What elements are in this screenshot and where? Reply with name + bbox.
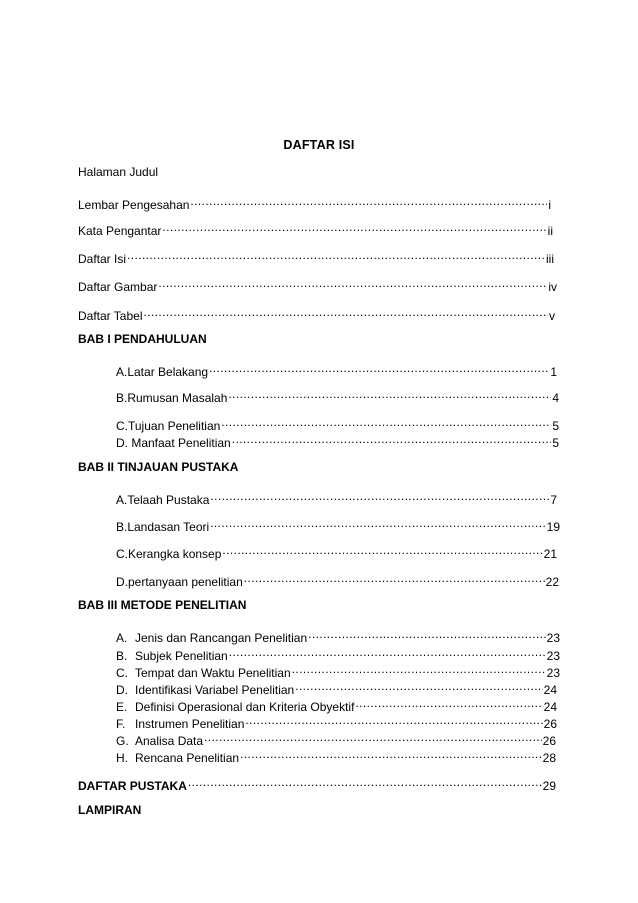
toc-entry-halaman-judul: [78, 164, 158, 180]
toc-entry-page: 28: [542, 751, 556, 765]
chapter-heading-bab-2: BAB II TINJAUAN PUSTAKA: [78, 460, 239, 474]
toc-entry-page: 23: [546, 666, 560, 680]
dot-leader: [188, 774, 542, 790]
toc-entry-label: D.pertanyaan penelitian: [116, 575, 243, 589]
chapter-heading-lampiran: LAMPIRAN: [78, 803, 142, 817]
toc-entry-tempat-waktu: [116, 661, 560, 680]
toc-entry-manfaat-penelitian: [116, 431, 559, 450]
dot-leader: [209, 360, 549, 376]
dot-leader: [292, 661, 546, 677]
dot-leader: [210, 488, 549, 504]
toc-entry-kata-pengantar: [78, 219, 553, 238]
toc-entry-label: E. Definisi Operasional dan Kriteria Obyektif: [116, 700, 355, 714]
toc-entry-page: 1: [550, 365, 557, 379]
toc-entry-page: 5: [552, 419, 559, 433]
toc-entry-page: 29: [542, 779, 556, 793]
toc-entry-label: C.Kerangka konsep: [116, 547, 222, 561]
dot-leader: [232, 431, 552, 447]
dot-leader: [244, 570, 545, 586]
toc-entry-page: 23: [546, 649, 560, 663]
toc-entry-page: 7: [550, 493, 557, 507]
toc-entry-page: i: [548, 198, 551, 212]
toc-entry-page: 4: [552, 391, 559, 405]
toc-entry-page: iii: [546, 252, 554, 266]
dot-leader: [204, 729, 542, 745]
toc-entry-subjek-penelitian: [116, 644, 560, 663]
toc-entry-telaah-pustaka: [116, 488, 557, 507]
dot-leader: [355, 695, 542, 711]
toc-entry-page: 23: [546, 631, 560, 645]
toc-entry-daftar-tabel: [78, 304, 555, 323]
dot-leader: [295, 678, 542, 694]
toc-entry-label: Daftar Tabel: [78, 309, 143, 323]
dot-leader: [222, 542, 542, 558]
dot-leader: [221, 414, 551, 430]
toc-entry-label: A. Jenis dan Rancangan Penelitian: [116, 631, 308, 645]
dot-leader: [127, 247, 545, 263]
toc-entry-label: DAFTAR PUSTAKA: [78, 779, 187, 793]
dot-leader: [229, 644, 546, 660]
toc-entry-label: H. Rencana Penelitian: [116, 751, 240, 765]
toc-entry-landasan-teori: [116, 515, 560, 534]
dot-leader: [162, 219, 546, 235]
dot-leader: [240, 746, 542, 762]
toc-entry-jenis-rancangan: [116, 626, 560, 645]
toc-entry-daftar-isi: [78, 247, 554, 266]
dot-leader: [308, 626, 546, 642]
toc-entry-label: Kata Pengantar: [78, 224, 162, 238]
dot-leader: [228, 386, 551, 402]
toc-entry-identifikasi-variabel: [116, 678, 557, 697]
toc-entry-page: 22: [545, 575, 559, 589]
toc-entry-kerangka-konsep: [116, 542, 557, 561]
toc-entry-label: F. Instrumen Penelitian: [116, 717, 245, 731]
toc-entry-page: 26: [543, 717, 557, 731]
toc-entry-label: C. Tempat dan Waktu Penelitian: [116, 666, 291, 680]
toc-entry-page: ii: [547, 224, 553, 238]
toc-entry-label: Daftar Isi: [78, 252, 127, 266]
toc-entry-rumusan-masalah: [116, 386, 559, 405]
toc-entry-rencana-penelitian: [116, 746, 556, 765]
toc-entry-label: Daftar Gambar: [78, 280, 158, 294]
toc-entry-daftar-gambar: [78, 275, 557, 294]
toc-entry-label: Lembar Pengesahan: [78, 198, 190, 212]
toc-entry-analisa-data: [116, 729, 556, 748]
toc-entry-definisi-operasional: [116, 695, 557, 714]
toc-entry-label: C.Tujuan Penelitian: [116, 419, 221, 433]
toc-entry-label: B.Rumusan Masalah: [116, 391, 228, 405]
chapter-heading-bab-3: BAB III METODE PENELITIAN: [78, 598, 247, 612]
toc-entry-page: v: [549, 309, 555, 323]
toc-entry-page: 19: [546, 520, 560, 534]
dot-leader: [245, 712, 542, 728]
toc-entry-latar-belakang: [116, 360, 557, 379]
toc-entry-lembar-pengesahan: [78, 193, 551, 212]
dot-leader: [210, 515, 545, 531]
toc-title: DAFTAR ISI: [283, 138, 355, 152]
toc-entry-label: B.Landasan Teori: [116, 520, 210, 534]
toc-entry-label: A.Telaah Pustaka: [116, 493, 210, 507]
toc-entry-tujuan-penelitian: [116, 414, 559, 433]
toc-entry-page: 24: [543, 683, 557, 697]
toc-entry-instrumen-penelitian: [116, 712, 557, 731]
dot-leader: [190, 193, 547, 209]
toc-entry-page: iv: [548, 280, 557, 294]
toc-entry-page: 5: [552, 436, 559, 450]
toc-entry-page: 21: [543, 547, 557, 561]
toc-entry-label: B. Subjek Penelitian: [116, 649, 228, 663]
toc-entry-label: Halaman Judul: [78, 165, 159, 179]
toc-entry-pertanyaan-penelitian: [116, 570, 559, 589]
toc-entry-page: 26: [542, 734, 556, 748]
chapter-heading-bab-1: BAB I PENDAHULUAN: [78, 332, 207, 346]
toc-entry-label: D. Identifikasi Variabel Penelitian: [116, 683, 295, 697]
dot-leader: [143, 304, 548, 320]
toc-entry-daftar-pustaka: [78, 774, 556, 793]
toc-entry-label: D. Manfaat Penelitian: [116, 436, 231, 450]
toc-entry-label: A.Latar Belakang: [116, 365, 209, 379]
toc-entry-label: G. Analisa Data: [116, 734, 204, 748]
toc-entry-page: 24: [543, 700, 557, 714]
dot-leader: [158, 275, 547, 291]
